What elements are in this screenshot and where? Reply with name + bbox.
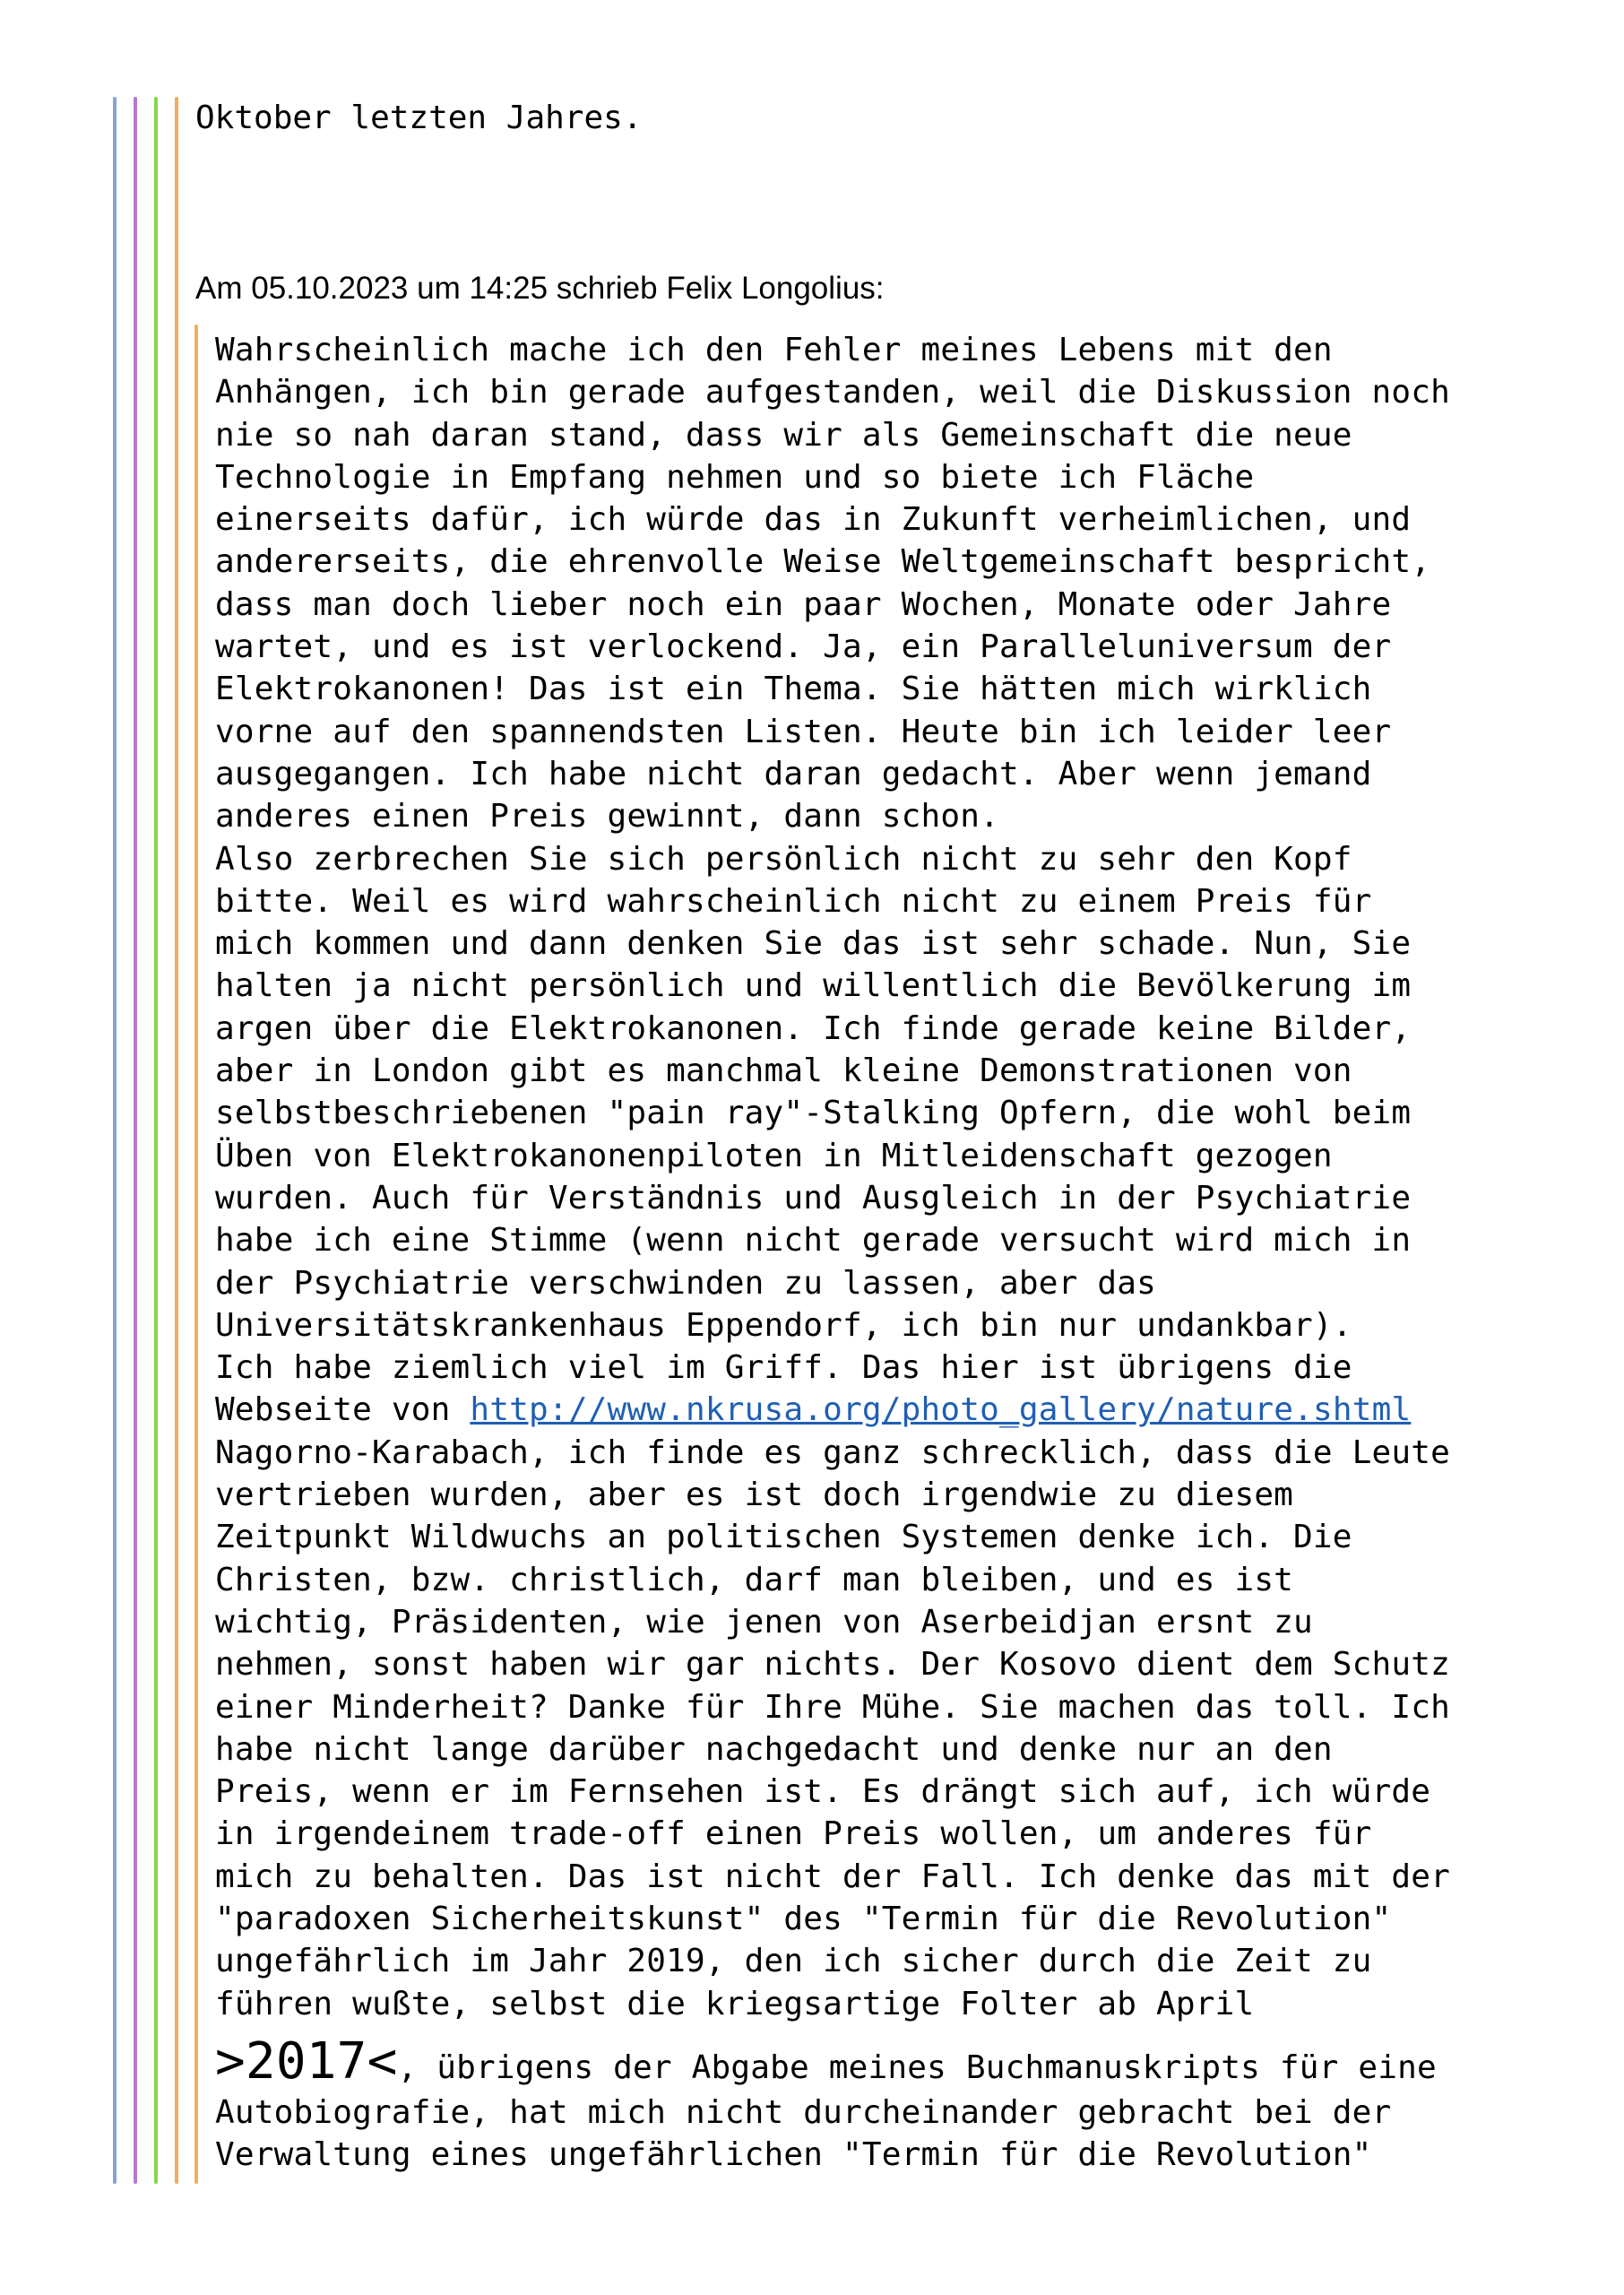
quote-line: nie so nah daran stand, dass wir als Gemeinschaft die neue xyxy=(215,416,1352,454)
quote-line: nehmen, sonst haben wir gar nichts. Der Kosovo dient dem Schutz xyxy=(215,1646,1451,1684)
quote-line: führen wußte, selbst die kriegsartige Folter ab April xyxy=(215,1985,1255,2022)
quote-line: der Psychiatrie verschwinden zu lassen, aber das xyxy=(215,1264,1156,1302)
quoted-paragraph-block-1 xyxy=(215,329,1452,1389)
quote-line: Ich habe ziemlich viel im Griff. Das hier ist übrigens die xyxy=(215,1349,1352,1387)
quote-level-bar-2 xyxy=(134,97,137,2184)
quote-line: in irgendeinem trade-off einen Preis wollen, um anderes für xyxy=(215,1815,1372,1853)
link-line xyxy=(215,1389,1452,1431)
quote-line: Üben von Elektrokanonenpiloten in Mitleidenschaft gezogen xyxy=(215,1137,1333,1174)
quote-line: Elektrokanonen! Das ist ein Thema. Sie hätten mich wirklich xyxy=(215,671,1372,708)
quote-line: aber in London gibt es manchmal kleine Demonstrationen von xyxy=(215,1052,1352,1090)
quoted-top-line: Oktober letzten Jahres. xyxy=(195,100,643,136)
quote-line: Christen, bzw. christlich, darf man bleiben, und es ist xyxy=(215,1561,1294,1598)
quote-line: "paradoxen Sicherheitskunst" des "Termin für die Revolution" xyxy=(215,1900,1392,1937)
quote-attribution: Am 05.10.2023 um 14:25 schrieb Felix Longolius: xyxy=(195,271,885,306)
quote-line: Anhängen, ich bin gerade aufgestanden, weil die Diskussion noch xyxy=(215,374,1451,411)
quote-level-bar-4 xyxy=(175,97,178,2184)
quote-line: mich zu behalten. Das ist nicht der Fall. Ich denke das mit der xyxy=(215,1858,1451,1895)
quote-line: Nagorno-Karabach, ich finde es ganz schrecklich, dass die Leute xyxy=(215,1433,1451,1471)
quoted-message-body xyxy=(215,329,1452,2176)
quote-line: Verwaltung eines ungefährlichen "Termin für die Revolution" xyxy=(215,2136,1372,2174)
quote-line: Zeitpunkt Wildwuchs an politischen Systemen denke ich. Die xyxy=(215,1519,1352,1556)
quoted-paragraph-block-3 xyxy=(215,2091,1452,2177)
quote-line: mich kommen und dann denken Sie das ist sehr schade. Nun, Sie xyxy=(215,925,1412,963)
quote-line: selbstbeschriebenen "pain ray"-Stalking Opfern, die wohl beim xyxy=(215,1095,1412,1132)
quote-line: Universitätskrankenhaus Eppendorf, ich bin nur undankbar). xyxy=(215,1306,1352,1344)
quote-line: Autobiografie, hat mich nicht durcheinander gebracht bei der xyxy=(215,2093,1392,2131)
quote-line: bitte. Weil es wird wahrscheinlich nicht zu einem Preis für xyxy=(215,882,1372,920)
link-prefix: Webseite von xyxy=(215,1391,471,1429)
quote-line: habe nicht lange darüber nachgedacht und denke nur an den xyxy=(215,1730,1333,1768)
quote-line: wurden. Auch für Verständnis und Ausgleich in der Psychiatrie xyxy=(215,1179,1412,1217)
quote-line: vorne auf den spannendsten Listen. Heute bin ich leider leer xyxy=(215,713,1392,750)
quote-line: Technologie in Empfang nehmen und so biete ich Fläche xyxy=(215,458,1255,496)
quote-line: anderes einen Preis gewinnt, dann schon. xyxy=(215,798,999,836)
quote-line: einer Minderheit? Danke für Ihre Mühe. Sie machen das toll. Ich xyxy=(215,1688,1451,1726)
quote-line: wichtig, Präsidenten, wie jenen von Aserbeidjan ersnt zu xyxy=(215,1603,1313,1641)
gallery-link[interactable]: http://www.nkrusa.org/photo_gallery/nature.shtml xyxy=(470,1391,1412,1429)
quoted-paragraph-block-2 xyxy=(215,1432,1452,2025)
big-year-rest: , übrigens der Abgabe meines Buchmanuskripts für eine xyxy=(397,2048,1437,2086)
quote-line: vertrieben wurden, aber es ist doch irgendwie zu diesem xyxy=(215,1477,1294,1514)
quote-line: halten ja nicht persönlich und willentlich die Bevölkerung im xyxy=(215,967,1412,1005)
quote-line: dass man doch lieber noch ein paar Wochen, Monate oder Jahre xyxy=(215,585,1392,623)
big-year-line xyxy=(215,2032,1452,2091)
quote-line: wartet, und es ist verlockend. Ja, ein Paralleluniversum der xyxy=(215,628,1392,666)
quote-line: Preis, wenn er im Fernsehen ist. Es drängt sich auf, ich würde xyxy=(215,1773,1431,1811)
quote-line: ausgegangen. Ich habe nicht daran gedacht. Aber wenn jemand xyxy=(215,755,1372,792)
quote-level-bar-1 xyxy=(113,97,117,2184)
quote-level-bar-3 xyxy=(154,97,158,2184)
quote-level-bar-5 xyxy=(194,325,198,2184)
quote-line: andererseits, die ehrenvolle Weise Weltgemeinschaft bespricht, xyxy=(215,543,1431,581)
quote-line: Wahrscheinlich mache ich den Fehler meines Lebens mit den xyxy=(215,332,1333,368)
quote-line: einerseits dafür, ich würde das in Zukunft verheimlichen, und xyxy=(215,501,1412,539)
quote-line: Also zerbrechen Sie sich persönlich nicht zu sehr den Kopf xyxy=(215,840,1352,878)
quote-line: habe ich eine Stimme (wenn nicht gerade versucht wird mich in xyxy=(215,1222,1412,1260)
quote-line: argen über die Elektrokanonen. Ich finde gerade keine Bilder, xyxy=(215,1009,1412,1047)
big-year: >2017< xyxy=(215,2031,398,2091)
quote-line: ungefährlich im Jahr 2019, den ich sicher durch die Zeit zu xyxy=(215,1943,1372,1980)
